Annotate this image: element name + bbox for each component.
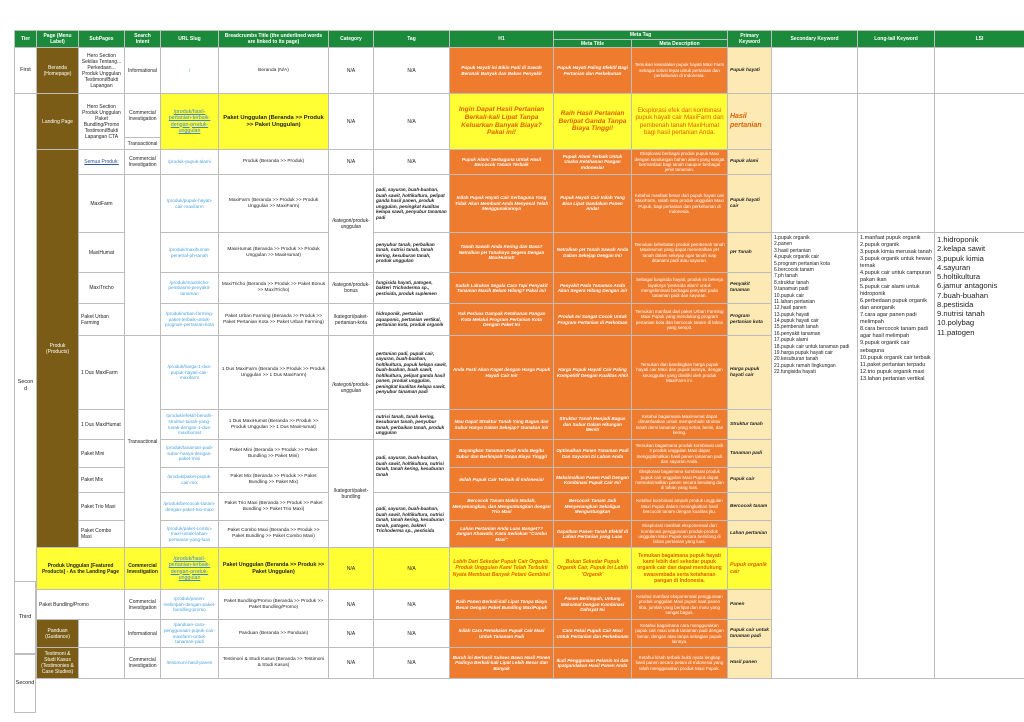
category-cell: /kategori/paket-pertanian-kota — [329, 304, 374, 336]
list-item: 10.pupuk organik cair terbaik — [860, 354, 931, 361]
url-slug-cell[interactable]: /produk/hasil-pertanian-terbaik-dengan-produk-unggulan — [161, 94, 219, 150]
header-meta-tag: Meta Tag — [554, 31, 728, 40]
list-item: 18.pupuk cair untuk tanaman padi — [774, 343, 850, 350]
list-item: 9.nutrisi tanah — [937, 309, 985, 318]
meta-description-cell: Ketahui bagaimana MaxiHumat dapat dimanfaatkan untuk memperbaiki struktur tanah demi tanaman yang sehat, berisi, dan kering. — [632, 410, 728, 440]
category-cell: N/A — [329, 48, 374, 94]
url-slug-cell[interactable]: /produk/maxitricho-pembasmi-penyakit-tanaman — [161, 273, 219, 304]
h1-cell: Raih Panen Berkali-kali Lipat Tanpa Biaya Besar Dengan Paket Bundling MaxiPupuk — [450, 590, 554, 620]
list-item: 7.buah-buahan — [937, 290, 989, 300]
list-item: 1.hidroponik — [937, 235, 979, 244]
header-subpages: SubPages — [79, 31, 125, 48]
primary-keyword-cell: Bercocok tanam — [728, 493, 772, 521]
breadcrumb-cell: Paket Combo Maxi (Beranda >> Produk >> Paket Bundling >> Paket Combo Maxi) — [219, 521, 329, 548]
tier-label-second-bottom: Second — [14, 654, 36, 713]
list-item: 7.cara agar panen padi melimpah — [860, 312, 917, 326]
list-item: 6.jamur antagonis — [937, 281, 998, 291]
header-tag: Tag — [374, 31, 450, 48]
meta-description-cell: Temukan keandalan pupuk hayati Maxi Farm sebagai solusi tepat untuk pertanian dan perkebunan di Indonesia. — [632, 48, 728, 94]
meta-description-cell: Ketahui kisah terbaik bukti nyata lengkap hasil panen secara petani di Indonesia yang telah menggunakan produk Maxi Pupuk. — [632, 648, 728, 679]
primary-keyword-cell: Pupuk cair — [728, 468, 772, 493]
list-item: 12.hasil panen — [774, 305, 807, 312]
url-slug-cell[interactable]: /produk/maxihumat-penetral-ph-tanah — [161, 233, 219, 273]
list-item: 5.holtikultura — [937, 272, 981, 281]
intent-cell: Commercial Investigation — [125, 648, 161, 679]
breadcrumb-cell: Paket Unggulan (Beranda >> Produk >> Paket Unggulan) — [219, 94, 329, 150]
list-item: 9.pupuk organik cair sebaguna — [860, 340, 910, 354]
intent-cell: Commercial Investigation — [125, 94, 161, 138]
meta-description-cell: Temukan bagaimana pupuk hayati kami lebih dari sekedar pupuk organik cair dan dapat mendukung swasembada serta ketahanan pangan di Indonesia. — [632, 548, 728, 590]
page-cell: Testimoni & Studi Kasus (Testimonies & Case Studies) — [37, 648, 79, 679]
url-slug-cell[interactable]: /produk/harga-1-dus-pupuk-hayati-cair-maxifarm — [161, 336, 219, 410]
list-item: 4.pupuk organik cair — [774, 254, 820, 261]
list-item: 11.lahan pertanian — [774, 298, 816, 305]
meta-description-cell: Temukan dan bandingkan harga pupuk hayati cair Maxi dan pupuk lainnya, dengan keunggulan yang dimiliki oleh produk MaxiFarm ini. — [632, 336, 728, 410]
h1-cell: Pupuk Alami Serbaguna Untuk Hasil Bercocok Tanam Terbaik — [450, 150, 554, 175]
subpages-cell — [79, 620, 125, 648]
list-item: 3.pupuk organik untuk hewan ternak — [860, 256, 932, 270]
tag-cell: penyubur tanah, perbaikan tanah, nutrisi tanah, tanah kering, kesuburan tanah, produk unggulan — [374, 233, 450, 273]
table-row — [15, 48, 1024, 94]
list-item: 14.pupuk hayati cair — [774, 318, 819, 325]
primary-keyword-cell: Lahan pertanian — [728, 521, 772, 548]
primary-keyword-cell: Hasil panen — [728, 648, 772, 679]
list-item: 6.perbedaan pupuk organik dan anorganik — [860, 298, 927, 312]
intent-cell: Commercial Investigation — [125, 590, 161, 620]
breadcrumb-cell: MaxiHumat (Beranda >> Produk >> Produk Unggulan >> MaxiHumat) — [219, 233, 329, 273]
breadcrumb-cell: Paket Mix (Beranda >> Produk >> Paket Bundling >> Paket Mix) — [219, 468, 329, 493]
header-h1: H1 — [450, 31, 554, 48]
breadcrumb-cell: Paket Mini (Beranda >> Produk >> Paket Bundling >> Paket Mini) — [219, 440, 329, 468]
intent-cell: Commercial Investigation — [125, 548, 161, 590]
breadcrumb-cell: Paket Bundling/Promo (Beranda >> Produk >> Paket Bundling/Promo) — [219, 590, 329, 620]
meta-description-cell: Ketahui bagaimana cara menggunakan pupuk cair maxi untuk tanaman padi dengan benar, dengan atau tanpa sebagian pupuk lainnya. — [632, 620, 728, 648]
meta-title-cell: Raih Hasil Pertanian Berlipat Ganda Tanpa Biaya Tinggi! — [554, 94, 632, 150]
list-item: 8.struktur tanah — [774, 279, 809, 286]
meta-title-cell: Bercocok Tanam Jadi Menyenangkan Sekaligus Menguntungkan — [554, 493, 632, 521]
list-item: 5.program pertanian kota — [774, 260, 830, 267]
meta-description-cell: Ketahui manfaat besar dari pupuk hayati cair MaxiFarm, salah satu produk unggulan Maxi Pupuk, bagi pertanian dan perkebunan di Indonesia. — [632, 175, 728, 233]
primary-keyword-cell: Pupuk cair untuk tanaman padi — [728, 620, 772, 648]
meta-title-cell: Penyakit Pada Tanaman Anda Akan Segera Hilang Dengan ini! — [554, 273, 632, 304]
url-slug-cell[interactable]: / — [161, 48, 219, 94]
list-item: 7.ph tanah — [774, 273, 798, 280]
subpages-cell: Paket Urban Farming — [79, 304, 125, 336]
breadcrumb-cell: Produk (Beranda >> Produk) — [219, 150, 329, 175]
h1-cell: Sudah Lakukan Segala Cara Tapi Penyakit Tanaman Masih Belum Hilang? Pakai ini! — [450, 273, 554, 304]
url-slug-cell[interactable]: /testimoni-hasil-panen — [161, 648, 219, 679]
secondary-keyword-cell — [772, 94, 858, 233]
table-row — [15, 94, 1024, 138]
subpages-cell — [79, 648, 125, 679]
list-item: 4.sayuran — [937, 262, 971, 272]
meta-description-cell: Eksplorasi berbagai produk pupuk Maxi dengan kandungan bahan alami yang sangat bermanfaat bagi tanah maupun berbagai jenis tanaman. — [632, 150, 728, 175]
h1-cell: Lebih Dari Sekedar Pupuk Cair Organik, Produk Unggulan Kami Telah Terbukti Nyata Membuat Banyak Petani Gembira! — [450, 548, 554, 590]
meta-title-cell: Cara Pakai Pupuk Cair Maxi Untuk Pertanian dan Perkebunan — [554, 620, 632, 648]
longtail-keyword-cell — [858, 48, 935, 94]
seo-table — [14, 30, 1024, 679]
subpages-cell: MaxiHumat — [79, 233, 125, 273]
primary-keyword-cell: Pupuk hayati cair — [728, 175, 772, 233]
meta-description-cell: Ketahui kombinasi ampuh produk unggulan Maxi Pupuk dalam meningkatkan hasil bercocok tanam dengan kualitas jitu. — [632, 493, 728, 521]
url-slug-cell[interactable]: /produk/pupuk-hayati-cair-maxifarm — [161, 175, 219, 233]
subpages-cell: Paket Bundling/Promo — [37, 590, 125, 620]
list-item: 1.manfaat pupuk organik — [860, 235, 921, 241]
tag-cell: pertanian padi, pupuk cair, sayuran, buah-buahan, holtikultura, pupuk kelapa sawit, buah-buahan, buah sawit, holtikultura, pelipat ganda hasil panen, produk unggulan, peningkat kualitas kelapa sawit, penyubur tanaman padi — [374, 336, 450, 410]
category-cell: /kategori/produk-unggulan — [329, 175, 374, 273]
page-cell: Produk (Products) — [37, 150, 79, 548]
breadcrumb-cell: Paket Unggulan (Beranda >> Produk >> Paket Unggulan) — [219, 548, 329, 590]
category-cell: N/A — [329, 94, 374, 150]
primary-keyword-cell: Pupuk hayati — [728, 48, 772, 94]
meta-description-cell: Temukan kehebatan produk pembenah tanah MaxiHumat yang dapat menetralkan pH tanah dalam sekejap agar tanah siap ditanami padi atau sayuran. — [632, 233, 728, 273]
h1-cell: Inilah Pupuk Cair Terbaik di Indonesia! — [450, 468, 554, 493]
list-item: 6.bercocok tanam — [774, 266, 814, 273]
h1-cell: Inilah Cara Pemakaian Pupuk Cair Maxi Untuk Tanaman Padi — [450, 620, 554, 648]
list-item: 10.pupuk cair — [774, 292, 805, 299]
meta-title-cell: Pupuk Hayati Cair Inilah Yang Bisa Lipat Gandakan Panen Anda! — [554, 175, 632, 233]
url-slug-cell[interactable]: /produk/tanaman-padi-subur-hanya-dengan-paket-mini — [161, 440, 219, 468]
longtail-keyword-list — [858, 233, 935, 679]
breadcrumb-cell: 1 Dus MaxiHumat (Beranda >> Produk >> Produk Unggulan >> 1 Dus MaxiHumat) — [219, 410, 329, 440]
list-item: 15.pembenah tanah — [774, 324, 819, 331]
meta-description-cell: Eksplorasi bagaimana kombinasi produk pupuk cair unggulan Maxi Pupuk dapat memaksimalkan panen secara berulang dan di lahan yang luas. — [632, 468, 728, 493]
intent-cell: Transactional — [125, 138, 161, 150]
list-item: 12.trio pupuk organik maxi — [860, 368, 925, 375]
h1-cell: Inilah Pupuk Hayati Cair Serbaguna Yang Tidak Akan Membuat Anda Menyesal Telah Menggunakannya — [450, 175, 554, 233]
page-cell: Panduan (Guidance) — [37, 620, 79, 648]
meta-title-cell: Produk Ini Sangat Cocok Untuk Program Pertanian di Perkotaan — [554, 304, 632, 336]
tag-cell: padi, sayuran, buah-buahan, buah sawit, holtikultura, nutrisi tanah, tanah kering, kesuburan tanah, patogen, bakteri Trichoderma sp., pestisida — [374, 493, 450, 548]
page-cell: Produk Unggulan [Featured Products] - As the Landing Page — [37, 548, 125, 590]
intent-cell: Informational — [125, 48, 161, 94]
category-cell: N/A — [329, 548, 374, 590]
list-item: 8.pestisida — [937, 299, 974, 309]
meta-title-cell: Harga Pupuk Hayati Cair Paling Kompetitif Dengan Kualitas Ahli! — [554, 336, 632, 410]
subpages-cell: Hero Section Sekilas Tentang... Perkedaan... Produk Unggulan Testimoni/Bukti Lapangan — [79, 48, 125, 94]
primary-keyword-cell: Pupuk alami — [728, 150, 772, 175]
header-tier: Tier — [15, 31, 37, 48]
tag-cell: N/A — [374, 648, 450, 679]
primary-keyword-cell: Panen — [728, 590, 772, 620]
tag-cell: N/A — [374, 620, 450, 648]
table-row — [15, 233, 1024, 273]
breadcrumb-cell: Beranda (N/A) — [219, 48, 329, 94]
breadcrumb-cell: Testimoni & Studi Kasus (Beranda >> Testimoni & Studi Kasus) — [219, 648, 329, 679]
tag-cell: padi, sayuran, buah-buahan, buah sawit, holtikultura, pelipat ganda hasil panen, produk unggulan, peningkat kualitas kelapa sawit, penyubur tanaman padi — [374, 175, 450, 233]
header-secondary-keyword: Secondary Keyword — [772, 31, 858, 48]
page-cell: Landing Page — [37, 94, 79, 150]
h1-cell: Bayangkan Tanaman Padi Anda Begitu Subur dan Berlimpah Tanpa Biaya Tinggi! — [450, 440, 554, 468]
header-category: Category — [329, 31, 374, 48]
meta-title-cell: Pupuk Hayati Paling Efektif Bagi Pertanian dan Perkebunan — [554, 48, 632, 94]
breadcrumb-cell: MaxiTricho (Beranda >> Produk >> Paket Bonus >> MaxiTricho) — [219, 273, 329, 304]
tag-cell: hidroponik, pertanian aquaponic, pertanian vertikal, pertanian kota, produk organik — [374, 304, 450, 336]
meta-title-cell: Panen Berlimpah, Untung Maksimal Dengan Kombinasi Dahsyat Ini — [554, 590, 632, 620]
meta-description-cell: Temukan manfaat dari paket Urban Farming Maxi Pupuk yang mendukung program pertanian kota dan bercocok tanam di lahan yang sempit. — [632, 304, 728, 336]
list-item: 3.hasil pertanian — [774, 247, 811, 254]
list-item: 22.fungisida hayati — [774, 369, 816, 376]
subpages-cell: MaxiFarm — [79, 175, 125, 233]
breadcrumb-cell: Panduan (Beranda >> Panduan) — [219, 620, 329, 648]
primary-keyword-cell: Hasil pertanian — [728, 94, 772, 150]
meta-description-cell: Eksplorasi manfaat eksponensial dari kombinasi penggunaan produk-produk unggulan Maxi Pupuk secara bersilang di lahan pertanian yang luas. — [632, 521, 728, 548]
breadcrumb-cell: Paket Urban Farming (Beranda >> Produk >> Paket Pertanian Kota >> Paket Urban Farming) — [219, 304, 329, 336]
intent-cell: Transactional — [125, 336, 161, 548]
list-item: 11.patogen — [937, 327, 975, 337]
header-breadcrumb: Breadcrumbs Title (the underlined words are linked to its page) — [219, 31, 329, 48]
category-cell: N/A — [329, 150, 374, 175]
subpages-cell: Paket Mini — [79, 440, 125, 468]
url-slug-cell[interactable]: /panduan-cara-penggunaan-pupuk-cair-maxifarm-untuk-tanaman-padi — [161, 620, 219, 648]
header-primary-keyword: Primary Keyword — [728, 31, 772, 48]
h1-cell: Mau Dapat Struktur Tanah Yang Bagus dan Subur Hanya Dalam Sekejap? Gunakan ini! — [450, 410, 554, 440]
list-item: 2.pupuk organik — [860, 242, 900, 249]
category-cell: /kategori/produk-bonus — [329, 273, 374, 304]
h1-cell: Ingin Dapat Hasil Pertanian Berkali-kali Lipat Tanpa Keluarkan Banyak Biaya? Pakai ini! — [450, 94, 554, 150]
tag-cell: N/A — [374, 48, 450, 94]
url-slug-cell[interactable]: /produk/urban-farming-paket-terbaik-untuk-program-pertanian-kota — [161, 304, 219, 336]
meta-title-cell: Struktur Tanah Menjadi Bagus dan Subur Dalam Hitungan Menit! — [554, 410, 632, 440]
list-item: 5.pupuk cair alami untuk hidroponik — [860, 284, 920, 298]
url-slug-cell[interactable]: /produk/paket-combo-maxi-untuk-lahan-pertanian-yang-luas — [161, 521, 219, 548]
list-item: 13.pupuk hayati — [774, 311, 810, 318]
lsi-cell — [935, 48, 1024, 94]
meta-title-cell: Ikuti Penggunaan Pelanin Ini dan Ipatgandakan Hasil Panen Anda — [554, 648, 632, 679]
list-item: 4.pupuk cair untuk campuran pakan ikan — [860, 270, 931, 284]
list-item: 3.pupuk kimia merusak tanah — [860, 249, 932, 256]
header-meta-title: Meta Title — [554, 40, 632, 48]
meta-title-cell: Netralkan pH Tanah Sawah Anda Dalam Sekejap Dengan Ini! — [554, 233, 632, 273]
h1-cell: Lahan Pertanian Anda Luas Banget?? Jangan Khawatir, Kami Sediakan "Combo Maxi" — [450, 521, 554, 548]
subpages-cell: Paket Trio Maxi — [79, 493, 125, 521]
page-cell: Beranda (Homepage) — [37, 48, 79, 94]
category-cell: N/A — [329, 620, 374, 648]
list-item: 8.cara bercocok tanam padi agar hasil melimpah — [860, 326, 928, 340]
tag-cell: N/A — [374, 150, 450, 175]
primary-keyword-cell: Program pertanian kota — [728, 304, 772, 336]
list-item: 13.lahan pertanian vertikal — [860, 375, 925, 382]
list-item: 3.pupuk kimia — [937, 253, 984, 263]
meta-description-cell: Eksplorasi efek dari kombinasi pupuk hayati cair MaxiFarm dan pembenah tanah MaxiHumat bagi hasil pertanian Anda. — [632, 94, 728, 150]
url-slug-cell[interactable]: /produk/panen-melimpah-dengan-paket-bundling-promo — [161, 590, 219, 620]
tag-cell: N/A — [374, 94, 450, 150]
meta-title-cell: Maksimalkan Panen Padi Dengan Kombinasi Pupuk Cair Ini! — [554, 468, 632, 493]
category-cell: N/A — [329, 590, 374, 620]
h1-cell: Bercocok Tanam Makin Mudah, Menyenangkan, dan Menguntungkan dengan Trio Maxi — [450, 493, 554, 521]
secondary-keyword-list — [772, 233, 858, 679]
intent-cell — [125, 175, 161, 336]
header-page: Page (Menu Label) — [37, 31, 79, 48]
lsi-cell — [935, 94, 1024, 233]
list-item: 2.panen — [774, 241, 793, 248]
breadcrumb-cell: Paket Trio Maxi (Beranda >> Produk >> Paket Bundling >> Paket Trio Maxi) — [219, 493, 329, 521]
longtail-keyword-cell — [858, 94, 935, 233]
h1-cell: Anda Pasti Akan Kaget dengan Harga Pupuk Hayati Cair Ini! — [450, 336, 554, 410]
list-item: 9.tanaman padi — [774, 286, 809, 293]
tag-cell: N/A — [374, 548, 450, 590]
subpages-cell: Paket Mix — [79, 468, 125, 493]
header-intent: Search Intent — [125, 31, 161, 48]
list-item: 10.polybag — [937, 318, 975, 328]
h1-cell: Tanah Sawah Anda Kering dan Basa? Netralkan pH Tanahnya Segera Dengan MaxiHumat! — [450, 233, 554, 273]
meta-description-cell: Temukan bagaimana produk kombinasi unik 3 produk unggulan Maxi dapat mengoptimalkan hasil panen tanaman padi dan sayuran Anda. — [632, 440, 728, 468]
url-slug-cell[interactable]: /produk-pupuk-alami — [161, 150, 219, 175]
list-item: 2.kelapa sawit — [937, 244, 986, 254]
meta-title-cell: Optimalkan Panen Tanaman Padi Dan Sayuran Di Lahan Anda — [554, 440, 632, 468]
list-item: 21.pupuk ramah lingkungan — [774, 362, 836, 369]
intent-cell: Commercial Investigation — [125, 150, 161, 175]
seo-sitemap-sheet — [14, 30, 1020, 710]
meta-title-cell: Dapatkan Panen Tanah Efektif di Lahan Pertanian yang Luas — [554, 521, 632, 548]
subpages-cell: Paket Combo Maxi — [79, 521, 125, 548]
primary-keyword-cell: pH Tanah — [728, 233, 772, 273]
tag-cell: padi, sayuran, buah-buahan, buah sawit, holtikultura, nutrisi tanah, tanah kering, kesuburan tanah — [374, 440, 450, 493]
secondary-keyword-cell — [772, 48, 858, 94]
breadcrumb-cell: 1 Dus MaxiFarm (Beranda >> Produk >> Produk Unggulan >> 1 Dus MaxiFarm) — [219, 336, 329, 410]
url-slug-cell[interactable]: /produk/efektif-benahi-struktur-tanah-yang-rusak-dengan-1-dus-maxihumat — [161, 410, 219, 440]
list-item: 17.pupuk alami — [774, 337, 808, 344]
subpages-cell: MaxiTricho — [79, 273, 125, 304]
header-url: URL Slug — [161, 31, 219, 48]
category-cell: /kategori/paket-bundling — [329, 440, 374, 548]
h1-cell: Buruh ini Berhasil Sukses Bawa Hasil Panen Padinya Berkali-kali Lipat Lebih Besar dan Banyak — [450, 648, 554, 679]
url-slug-cell[interactable]: /produk/bercocok-tanam-dengan-paket-trio-maxi — [161, 493, 219, 521]
subpages-cell: Hero Section Produk Unggulan Paket Bundling/Promo Testimoni/Bukti Lapangan CTA — [79, 94, 125, 150]
primary-keyword-cell: Tanaman padi — [728, 440, 772, 468]
h1-cell: Yuk Perluas Dampak Ketahanan Pangan Kota Melalui Program Pertanian Kota Dengan Paket Ini — [450, 304, 554, 336]
tier-cell: First — [15, 48, 37, 94]
header-lsi: LSI — [935, 31, 1024, 48]
meta-title-cell: Bukan Sekedar Pupuk Organik Cair, Pupuk Ini Lebih 'Organik' — [554, 548, 632, 590]
category-cell: N/A — [329, 648, 374, 679]
intent-cell: Informational — [125, 620, 161, 648]
meta-title-cell: Pupuk Alami Terbaik Untuk Usaha Ketahanan Pangan Indonesia! — [554, 150, 632, 175]
url-slug-cell[interactable]: /produk/paket-pupuk-cair-mix — [161, 468, 219, 493]
primary-keyword-cell: Harga pupuk hayati cair — [728, 336, 772, 410]
list-item: 11.paket pertanian terpadu — [860, 361, 926, 368]
header-longtail-keyword: Long-tail Keyword — [858, 31, 935, 48]
list-item: 16.penyakit tanaman — [774, 330, 821, 337]
primary-keyword-cell: Penyakit tanaman — [728, 273, 772, 304]
url-slug-cell[interactable]: /produk/hasil-pertanian-terbaik-dengan-produk-unggulan — [161, 548, 219, 590]
subpages-cell: 1 Dus MaxiFarm — [79, 336, 125, 410]
primary-keyword-cell: Struktur tanah — [728, 410, 772, 440]
subpages-cell: 1 Dus MaxiHumat — [79, 410, 125, 440]
primary-keyword-cell: Pupuk organik cair — [728, 548, 772, 590]
subpages-cell[interactable]: Semua Produk: — [79, 150, 125, 175]
category-cell: /kategori/produk-unggulan — [329, 336, 374, 440]
list-item: 1.pupuk organik — [774, 235, 810, 241]
lsi-list — [935, 233, 1024, 679]
tier-label-third: Third — [14, 581, 36, 654]
meta-description-cell: Ketahui manfaat eksponensial penggunaan produk unggulan Maxi pupuk saat panen tiba, jumlah yang berlipat dan mutu yang sangat bagus. — [632, 590, 728, 620]
breadcrumb-cell: MaxiFarm (Beranda >> Produk >> Produk Unggulan >> MaxiFarm) — [219, 175, 329, 233]
tag-cell: fungisida hayati, patogen, bakteri Trichoderma sp., pestisida, produk suplemen — [374, 273, 450, 304]
list-item: 19.harga pupuk hayati cair — [774, 350, 833, 357]
h1-cell: Pupuk Hayati ini Bikin Padi di Sawah Beranak Banyak dan Bebas Penyakit — [450, 48, 554, 94]
tag-cell: nutrisi tanah, tanah kering, kesuburan tanah, penyubur tanah, perbaikan tanah, produk unggulan — [374, 410, 450, 440]
tier-cell: Second — [15, 94, 37, 679]
header-meta-description: Meta Description — [632, 40, 728, 48]
tag-cell: N/A — [374, 590, 450, 620]
meta-description-cell: Sebagai fungisida hayati, produk ini bekerja layaknya 'pestisida alami' untuk mengeliminasi berbagai penyakit pada tanaman padi dan sayuran. — [632, 273, 728, 304]
list-item: 20.kesuburan tanah — [774, 356, 819, 363]
